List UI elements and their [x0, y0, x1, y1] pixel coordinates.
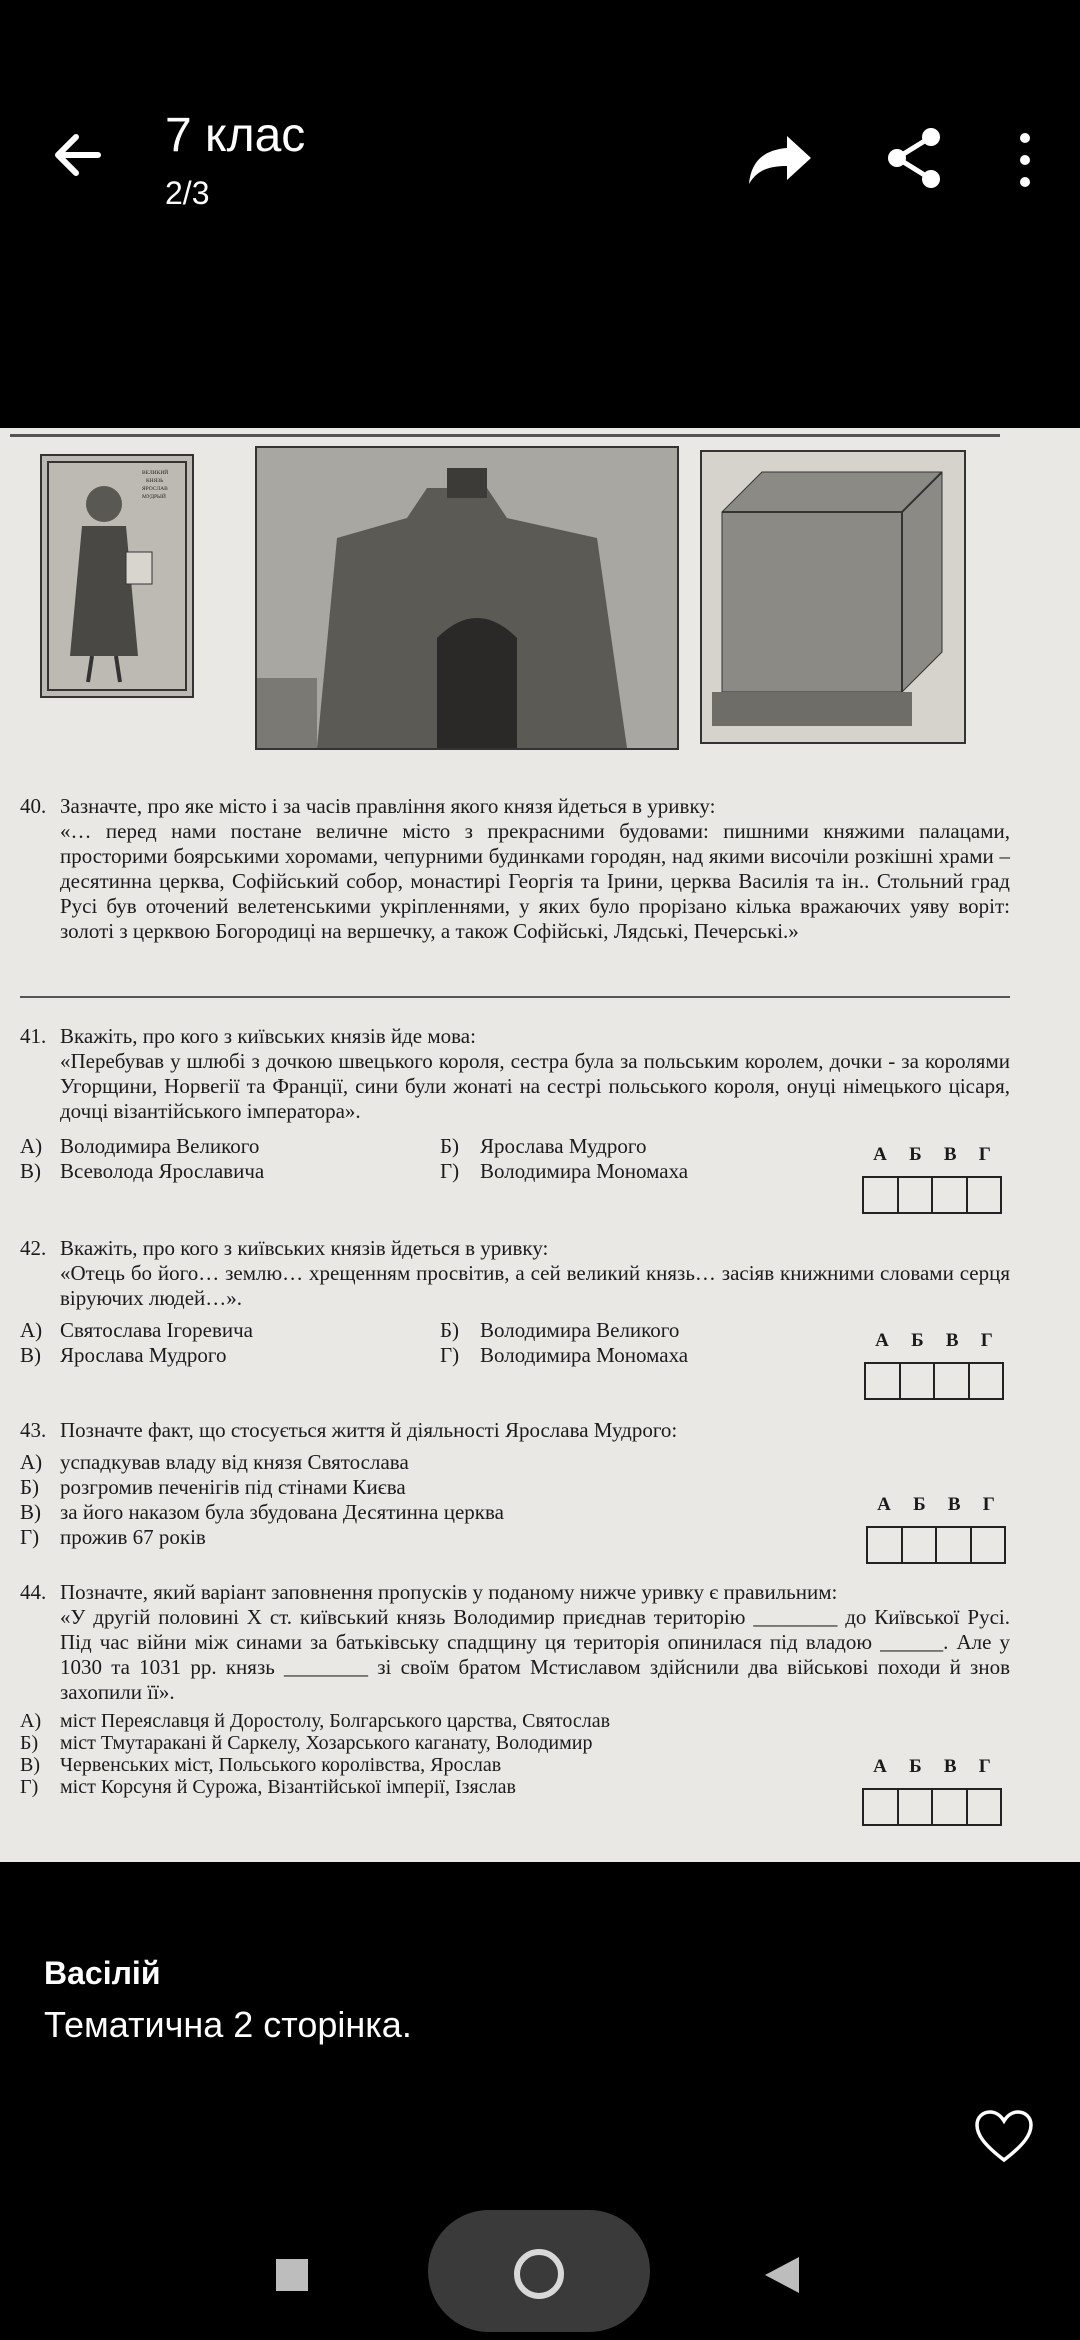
- answer-option[interactable]: В) Червенських міст, Польського королівства, Ярослав: [20, 1754, 502, 1776]
- sarcophagus-image: [700, 450, 966, 744]
- post-caption: [44, 1955, 412, 2046]
- question-prompt: Вкажіть, про кого з київських князів йде мова:: [60, 1024, 476, 1048]
- nav-back-icon[interactable]: [765, 2257, 799, 2293]
- answer-option[interactable]: А) міст Переяславця й Доростолу, Болгарського царства, Святослав: [20, 1710, 611, 1732]
- portrait-inscription: ВЕЛИКИЙ: [142, 470, 169, 476]
- answer-option[interactable]: А) Святослава Ігоревича: [20, 1318, 253, 1342]
- portrait-yaroslav-image: [40, 454, 194, 698]
- section-divider: [20, 996, 1010, 998]
- question-number: 40.: [20, 794, 47, 818]
- answer-option[interactable]: А) Володимира Великого: [20, 1134, 260, 1158]
- question-41: [20, 1024, 1010, 1124]
- portrait-inscription: МУДРЫЙ: [142, 494, 166, 500]
- portrait-drawing: [42, 456, 192, 696]
- page-indicator: 2/3: [165, 175, 210, 211]
- portrait-inscription: ЯРОСЛАВ: [142, 486, 168, 492]
- question-44-options: [20, 1710, 610, 1798]
- answer-option[interactable]: А) успадкував владу від князя Святослава: [20, 1450, 409, 1474]
- question-42-options-left: [20, 1318, 253, 1368]
- question-quote: «Отець бо його… землю… хрещенням просвітив, а сей великий князь… засіяв книжними словами серця віруючих людей…».: [60, 1261, 1010, 1310]
- sarcophagus-drawing: [702, 452, 964, 742]
- heart-icon[interactable]: [973, 2108, 1035, 2164]
- back-arrow-icon[interactable]: [48, 125, 108, 185]
- forward-icon[interactable]: [745, 128, 815, 188]
- answer-option[interactable]: Г) Володимира Мономаха: [440, 1343, 689, 1367]
- question-40: [20, 794, 1010, 944]
- answer-grid-44[interactable]: А Б В Г: [862, 1756, 1002, 1826]
- answer-option[interactable]: Г) прожив 67 років: [20, 1525, 206, 1549]
- top-rule: [10, 434, 1000, 437]
- app-bar: [0, 0, 1080, 300]
- question-prompt: Зазначте, про яке місто і за часів правління якого князя йдеться в уривку:: [60, 794, 716, 818]
- answer-grid-41[interactable]: А Б В Г: [862, 1144, 1002, 1214]
- worksheet-photo[interactable]: [0, 428, 1080, 1862]
- album-title: 7 клас: [165, 109, 306, 162]
- answer-option[interactable]: Г) міст Корсуня й Сурожа, Візантійської імперії, Ізяслав: [20, 1776, 516, 1798]
- question-prompt: Позначте факт, що стосується життя й діяльності Ярослава Мудрого:: [60, 1418, 678, 1442]
- answer-option[interactable]: Б) розгромив печенігів під стінами Києва: [20, 1475, 406, 1499]
- answer-option[interactable]: В) Всеволода Ярославича: [20, 1159, 265, 1183]
- answer-option[interactable]: Б) Ярослава Мудрого: [440, 1134, 647, 1158]
- answer-option[interactable]: В) за його наказом була збудована Десятинна церква: [20, 1500, 504, 1524]
- answer-grid-42[interactable]: А Б В Г: [864, 1330, 1004, 1400]
- recent-apps-icon[interactable]: [276, 2259, 308, 2291]
- question-43-options: [20, 1450, 504, 1550]
- question-41-options-left: [20, 1134, 264, 1184]
- more-options-icon[interactable]: [1010, 130, 1040, 190]
- home-icon: [514, 2249, 564, 2299]
- question-quote: «… перед нами постане величне місто з прекрасними будовами: пишними княжими палацами, просторими боярськими хоромами, чепурними будинками городян, над якими височіли розкішні храми – десятинна церква, Софійський собор, монастирі Георгія та Ірини, церква Василія та ін.. Стольний град Русі був оточений велетенськими укріпленнями, у яких було прорізано кілька вражаючих уяву воріт: золоті з церквою Богородиці на вершечку, а також Софійські, Лядські, Печерські.»: [60, 819, 1010, 943]
- question-41-options-right: [440, 1134, 688, 1184]
- question-number: 44.: [20, 1580, 47, 1604]
- question-quote: «У другій половині X ст. київський князь Володимир приєднав територію ________ до Київської Русі. Під час війни між синами за батьківську спадщину ця територія опинилася під владою ______. Але у 1030 та 1031 рр. князь ________ зі своїм братом Мстиславом здійснили два військові походи й знов захопили її».: [60, 1605, 1010, 1704]
- question-prompt: Позначте, який варіант заповнення пропусків у поданому нижче уривку є правильним:: [60, 1580, 838, 1604]
- question-quote: «Перебував у шлюбі з дочкою швецького короля, сестра була за польським королем, дочки - за королями Угорщини, Норвегії та Франції, сини були жонаті на сестрі польського короля, онуці німецького цісаря, дочці візантійського імператора».: [60, 1049, 1010, 1123]
- question-42: [20, 1236, 1010, 1311]
- question-number: 42.: [20, 1236, 47, 1260]
- share-icon[interactable]: [885, 125, 945, 191]
- caption-text: Тематична 2 сторінка.: [44, 2004, 412, 2045]
- question-43: [20, 1418, 1010, 1443]
- golden-gate-image: [255, 446, 679, 750]
- answer-option[interactable]: Г) Володимира Мономаха: [440, 1159, 689, 1183]
- question-number: 41.: [20, 1024, 47, 1048]
- answer-option[interactable]: Б) Володимира Великого: [440, 1318, 680, 1342]
- author-name: Васілій: [44, 1955, 161, 1991]
- question-number: 43.: [20, 1418, 47, 1442]
- answer-grid-43[interactable]: А Б В Г: [866, 1494, 1006, 1564]
- answer-option[interactable]: В) Ярослава Мудрого: [20, 1343, 227, 1367]
- question-44: [20, 1580, 1010, 1705]
- question-42-options-right: [440, 1318, 688, 1368]
- question-prompt: Вкажіть, про кого з київських князів йдеться в уривку:: [60, 1236, 549, 1260]
- portrait-inscription: КНЯЗЬ: [146, 478, 164, 484]
- answer-option[interactable]: Б) міст Тмутаракані й Саркелу, Хозарського каганату, Володимир: [20, 1732, 593, 1754]
- golden-gate-drawing: [257, 448, 677, 748]
